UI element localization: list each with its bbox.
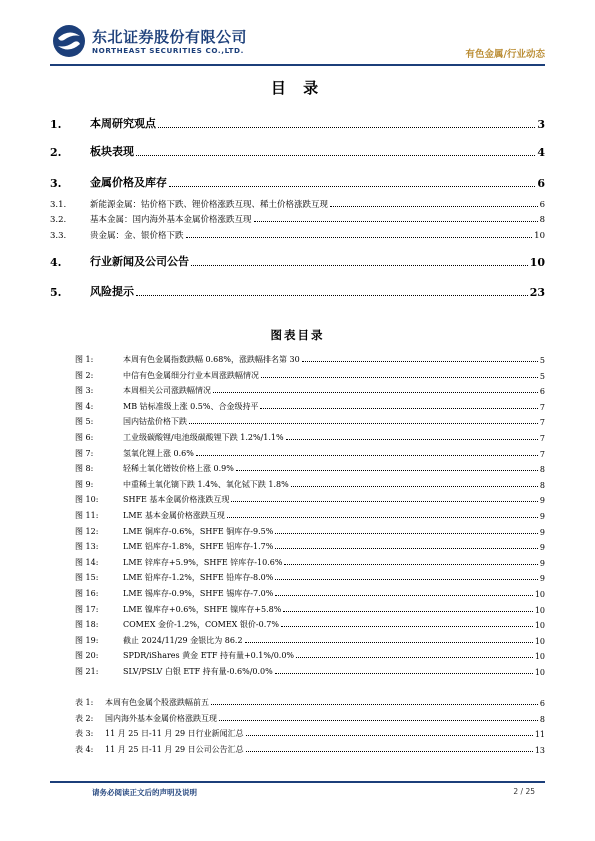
- figure-title: 截止 2024/11/29 金银比为 86.2: [123, 635, 243, 645]
- figure-page: 7: [539, 402, 545, 412]
- figure-page: 9: [539, 512, 545, 521]
- toc-entry[interactable]: [50, 285, 545, 299]
- figure-label: 图 12:: [75, 526, 99, 536]
- company-name-en: NORTHEAST SECURITIES CO.,LTD.: [92, 46, 244, 55]
- figure-page: 5: [539, 356, 545, 365]
- figure-label: 图 7:: [75, 448, 94, 458]
- figure-leader-dots: [261, 377, 538, 378]
- figure-entry[interactable]: [75, 650, 545, 661]
- figure-page: 8: [539, 465, 545, 475]
- figure-label: 图 3:: [75, 386, 94, 396]
- figure-page: 6: [539, 387, 545, 397]
- toc-entry-page: 10: [534, 231, 545, 241]
- figure-page: 9: [539, 527, 545, 537]
- toc-entry-page: 6: [539, 200, 545, 210]
- table-label: 表 2:: [75, 713, 94, 723]
- table-page: 8: [539, 714, 545, 724]
- toc-entry-number: 2.: [50, 146, 62, 159]
- figure-label: 图 1:: [75, 355, 94, 364]
- figure-label: 图 4:: [75, 401, 94, 411]
- toc-entry[interactable]: [50, 199, 545, 210]
- toc-entry[interactable]: [50, 145, 545, 159]
- footer-disclaimer: 请务必阅读正文后的声明及说明: [92, 788, 197, 797]
- figure-leader-dots: [275, 548, 538, 549]
- table-title: 11 月 25 日-11 月 29 日行业新闻汇总: [105, 729, 244, 738]
- toc-entry-number: 3.3.: [50, 231, 67, 241]
- figure-label: 图 9:: [75, 479, 94, 489]
- figure-label: 图 11:: [75, 511, 99, 520]
- figure-leader-dots: [275, 579, 538, 580]
- table-entry[interactable]: [75, 697, 545, 708]
- figure-label: 图 17:: [75, 604, 99, 614]
- figure-leader-dots: [284, 564, 537, 565]
- figure-entry[interactable]: [75, 572, 545, 583]
- header-divider: [50, 64, 545, 66]
- figure-title: LME 铝库存-1.8%，SHFE 铝库存-1.7%: [123, 542, 274, 552]
- figure-page: 9: [539, 558, 545, 568]
- figure-entry[interactable]: [75, 401, 545, 412]
- table-title: 本周有色金属个股涨跌幅前五: [105, 698, 209, 707]
- table-entry[interactable]: [75, 744, 545, 755]
- figure-label: 图 15:: [75, 573, 99, 583]
- figure-label: 图 10:: [75, 495, 99, 505]
- figure-page: 9: [539, 574, 545, 584]
- figure-entry[interactable]: [75, 635, 545, 646]
- figure-page: 9: [539, 543, 545, 553]
- figure-leader-dots: [236, 470, 538, 471]
- toc-entry-title: 金属价格及库存: [90, 176, 167, 189]
- toc-entry-page: 3: [537, 118, 545, 131]
- figure-title: COMEX 金价-1.2%，COMEX 银价-0.7%: [123, 620, 279, 630]
- toc-leader-dots: [330, 206, 538, 207]
- figure-entry[interactable]: [75, 370, 545, 381]
- figure-title: SHFE 基本金属价格涨跌互现: [123, 495, 230, 505]
- figure-entry[interactable]: [75, 541, 545, 552]
- figure-page: 7: [539, 449, 545, 459]
- figure-title: 轻稀土氧化镨钕价格上涨 0.9%: [123, 464, 234, 474]
- figure-label: 图 18:: [75, 620, 99, 630]
- figure-entry[interactable]: [75, 432, 545, 443]
- toc-leader-dots: [136, 155, 535, 156]
- toc-entry[interactable]: [50, 176, 545, 190]
- figure-label: 图 19:: [75, 635, 99, 645]
- table-page: 13: [534, 745, 545, 755]
- company-name-cn: 东北证券股份有限公司: [92, 28, 248, 46]
- toc-entry-number: 1.: [50, 118, 62, 131]
- toc-leader-dots: [191, 265, 528, 266]
- figure-leader-dots: [291, 486, 538, 487]
- company-logo-icon: [52, 24, 86, 58]
- figure-title: 氢氧化锂上涨 0.6%: [123, 448, 194, 458]
- figure-title: 中信有色金属细分行业本周涨跌幅情况: [123, 370, 259, 380]
- figure-label: 图 21:: [75, 667, 99, 676]
- toc-entry-title: 基本金属：国内海外基本金属价格涨跌互现: [90, 215, 252, 225]
- figure-page: 9: [539, 496, 545, 506]
- figure-entry[interactable]: [75, 448, 545, 459]
- figure-page: 10: [534, 605, 545, 615]
- figure-page: 10: [534, 590, 545, 599]
- figure-entry[interactable]: [75, 666, 545, 677]
- figure-entry[interactable]: [75, 619, 545, 630]
- table-entry[interactable]: [75, 713, 545, 724]
- table-leader-dots: [219, 720, 538, 721]
- toc-entry-page: 10: [529, 256, 545, 269]
- toc-entry[interactable]: [50, 230, 545, 241]
- figure-leader-dots: [281, 626, 533, 627]
- toc-entry-page: 23: [529, 286, 545, 299]
- figure-label: 图 8:: [75, 464, 94, 474]
- table-leader-dots: [246, 751, 533, 752]
- figure-label: 图 5:: [75, 417, 94, 427]
- figure-entry[interactable]: [75, 510, 545, 521]
- figure-label: 图 14:: [75, 557, 99, 567]
- figure-leader-dots: [196, 455, 538, 456]
- figure-label: 图 2:: [75, 370, 94, 380]
- page-header: [50, 24, 545, 64]
- figure-page: 7: [539, 434, 545, 443]
- figure-title: 本周有色金属指数跌幅 0.68%，涨跌幅排名第 30: [123, 355, 300, 364]
- figure-title: LME 基本金属价格涨跌互现: [123, 511, 225, 520]
- figure-leader-dots: [275, 533, 538, 534]
- toc-entry-title: 贵金属：金、银价格下跌: [90, 231, 184, 241]
- toc-entry-title: 本周研究观点: [90, 117, 156, 130]
- figure-entry[interactable]: [75, 526, 545, 537]
- figure-leader-dots: [283, 611, 532, 612]
- figure-entry[interactable]: [75, 479, 545, 490]
- toc-entry[interactable]: [50, 255, 545, 269]
- figure-leader-dots: [275, 595, 532, 596]
- toc-leader-dots: [186, 237, 533, 238]
- toc-entry-page: 6: [537, 177, 545, 190]
- toc-entry-page: 4: [537, 146, 545, 159]
- figure-page: 7: [539, 418, 545, 428]
- toc-entry-title: 风险提示: [90, 285, 134, 298]
- toc-entry-title: 板块表现: [90, 145, 134, 158]
- figure-page: 5: [539, 371, 545, 381]
- figure-entry[interactable]: [75, 557, 545, 568]
- figure-title: MB 钴标准级上涨 0.5%、合金级持平: [123, 401, 259, 411]
- table-page: 11: [534, 730, 545, 739]
- figure-page: 10: [534, 636, 545, 646]
- toc-entry-number: 3.: [50, 177, 62, 190]
- toc-entry-number: 5.: [50, 286, 62, 299]
- figure-title: 国内钴盐价格下跌: [123, 417, 187, 427]
- figures-title: 图表目录: [270, 328, 325, 342]
- page-title: 目 录: [270, 79, 325, 97]
- figure-leader-dots: [296, 657, 533, 658]
- figure-leader-dots: [227, 517, 538, 518]
- figure-leader-dots: [245, 642, 533, 643]
- figure-entry[interactable]: [75, 588, 545, 599]
- table-title: 国内海外基本金属价格涨跌互现: [105, 713, 217, 723]
- table-label: 表 4:: [75, 744, 94, 754]
- table-page: 6: [539, 699, 545, 708]
- figure-title: 中重稀土氧化镝下跌 1.4%、氧化铽下跌 1.8%: [123, 479, 289, 489]
- page-number: 2 / 25: [513, 787, 535, 796]
- figure-entry[interactable]: [75, 385, 545, 396]
- figure-title: 工业级碳酸锂/电池级碳酸锂下跌 1.2%/1.1%: [123, 433, 284, 442]
- figure-leader-dots: [275, 673, 533, 674]
- table-leader-dots: [211, 704, 538, 705]
- figure-title: SPDR/iShares 黄金 ETF 持有量+0.1%/0.0%: [123, 651, 295, 661]
- toc-entry[interactable]: [50, 214, 545, 225]
- figure-leader-dots: [231, 501, 538, 502]
- toc-entry-number: 3.1.: [50, 200, 67, 210]
- toc-leader-dots: [158, 127, 535, 128]
- figure-label: 图 13:: [75, 542, 99, 552]
- table-label: 表 1:: [75, 698, 94, 707]
- figure-page: 10: [534, 621, 545, 631]
- figure-label: 图 6:: [75, 433, 94, 442]
- toc-leader-dots: [254, 221, 538, 222]
- figure-title: SLV/PSLV 白银 ETF 持有量-0.6%/0.0%: [123, 667, 273, 676]
- figure-title: LME 锌库存+5.9%，SHFE 锌库存-10.6%: [123, 557, 283, 567]
- toc-entry-title: 新能源金属：钴价格下跌、锂价格涨跌互现、稀土价格涨跌互现: [90, 200, 329, 210]
- toc-leader-dots: [136, 295, 528, 296]
- figure-title: LME 镍库存+0.6%，SHFE 镍库存+5.8%: [123, 604, 282, 614]
- toc-entry-title: 行业新闻及公司公告: [90, 255, 189, 268]
- figure-label: 图 20:: [75, 651, 99, 661]
- figure-title: LME 锡库存-0.9%，SHFE 锡库存-7.0%: [123, 589, 274, 598]
- toc-entry[interactable]: [50, 117, 545, 131]
- figure-entry[interactable]: [75, 354, 545, 365]
- toc-leader-dots: [169, 186, 535, 187]
- table-title: 11 月 25 日-11 月 29 日公司公告汇总: [105, 744, 244, 754]
- figure-leader-dots: [286, 439, 538, 440]
- figure-entry[interactable]: [75, 494, 545, 505]
- figure-page: 10: [534, 668, 545, 677]
- table-entry[interactable]: [75, 728, 545, 739]
- figure-leader-dots: [302, 361, 538, 362]
- figure-page: 10: [534, 652, 545, 662]
- table-label: 表 3:: [75, 729, 94, 738]
- figure-leader-dots: [260, 408, 537, 409]
- figure-title: LME 铜库存-0.6%，SHFE 铜库存-9.5%: [123, 526, 274, 536]
- figure-entry[interactable]: [75, 604, 545, 615]
- figure-leader-dots: [213, 392, 538, 393]
- toc-entry-number: 3.2.: [50, 215, 67, 225]
- report-category: 有色金属/行业动态: [465, 49, 545, 60]
- toc-entry-page: 8: [539, 215, 545, 225]
- figure-title: LME 铅库存-1.2%，SHFE 铅库存-8.0%: [123, 573, 274, 583]
- figure-title: 本周相关公司涨跌幅情况: [123, 386, 211, 396]
- figure-entry[interactable]: [75, 463, 545, 474]
- figure-entry[interactable]: [75, 416, 545, 427]
- footer-divider: [50, 781, 545, 783]
- figure-page: 8: [539, 480, 545, 490]
- figure-leader-dots: [189, 423, 538, 424]
- figure-label: 图 16:: [75, 589, 99, 598]
- table-leader-dots: [246, 735, 533, 736]
- toc-entry-number: 4.: [50, 256, 62, 269]
